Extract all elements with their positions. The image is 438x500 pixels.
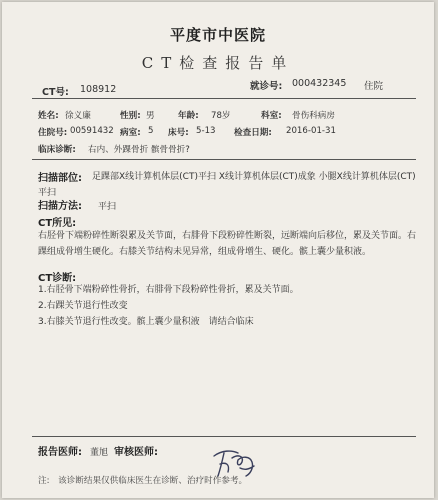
patient-gender: 男: [146, 111, 155, 121]
department-label: 科室:: [261, 111, 282, 121]
findings-label: CT所见:: [38, 218, 77, 229]
name-label: 姓名:: [38, 111, 59, 121]
ct-number: 108912: [80, 84, 117, 95]
ward-label: 病室:: [120, 128, 141, 138]
divider: [32, 436, 416, 437]
hospital-name: 平度市中医院: [169, 26, 266, 44]
clinical-diagnosis: 右内、外踝骨折 髌骨骨折?: [88, 145, 190, 155]
ct-number-label: CT号:: [42, 87, 69, 98]
visit-type: 住院: [364, 81, 384, 92]
report-title: CT检查报告单: [141, 54, 295, 72]
scan-method-label: 扫描方法:: [38, 201, 82, 212]
exam-date-label: 检查日期:: [234, 128, 272, 138]
conclusion-item: 2.右踝关节退行性改变: [38, 301, 128, 311]
findings-text: 右胫骨下端粉碎性断裂累及关节面，右腓骨下段粉碎性断裂，远断端向后移位，累及关节面。右踝组成骨增生硬化。右膝关节结构未见异常，组成骨增生、硬化。髌上囊少量积液。: [38, 231, 417, 257]
inpatient-number-label: 住院号:: [38, 128, 68, 138]
scan-method: 平扫: [98, 202, 117, 212]
conclusion-item: 3.右膝关节退行性改变。髌上囊少量积液 请结合临床: [38, 317, 254, 327]
conclusion-label: CT诊断:: [38, 273, 77, 284]
conclusion-item: 1.右胫骨下端粉碎性骨折，右腓骨下段粉碎性骨折，累及关节面。: [38, 285, 299, 295]
department: 骨伤科病房: [292, 111, 335, 121]
gender-label: 性别:: [120, 111, 141, 121]
patient-age: 78岁: [211, 111, 231, 121]
inpatient-number: 00591432: [70, 126, 114, 136]
scan-site-label: 扫描部位:: [38, 173, 82, 184]
ward: 5: [148, 126, 154, 136]
age-label: 年龄:: [178, 111, 199, 121]
report-sheet: [2, 2, 434, 498]
patient-name: 徐义廉: [65, 111, 91, 121]
divider: [32, 159, 416, 160]
bed-label: 床号:: [168, 128, 189, 138]
bed-number: 5-13: [196, 126, 216, 136]
divider: [32, 98, 416, 99]
exam-date: 2016-01-31: [286, 126, 336, 136]
reporter-name: 董旭: [90, 448, 109, 458]
scan-site: 足踝部X线计算机体层(CT)平扫 X线计算机体层(CT)成象 小腿X线计算机体层(CT)平扫: [38, 172, 416, 198]
reviewer-label: 审核医师:: [114, 447, 158, 458]
admission-number: 000432345: [292, 78, 347, 89]
admission-number-label: 就诊号:: [250, 81, 283, 92]
disclaimer-note: 注: 该诊断结果仅供临床医生在诊断、治疗时作参考。: [38, 476, 248, 486]
clinical-diagnosis-label: 临床诊断:: [38, 145, 76, 155]
reporter-label: 报告医师:: [38, 447, 82, 458]
